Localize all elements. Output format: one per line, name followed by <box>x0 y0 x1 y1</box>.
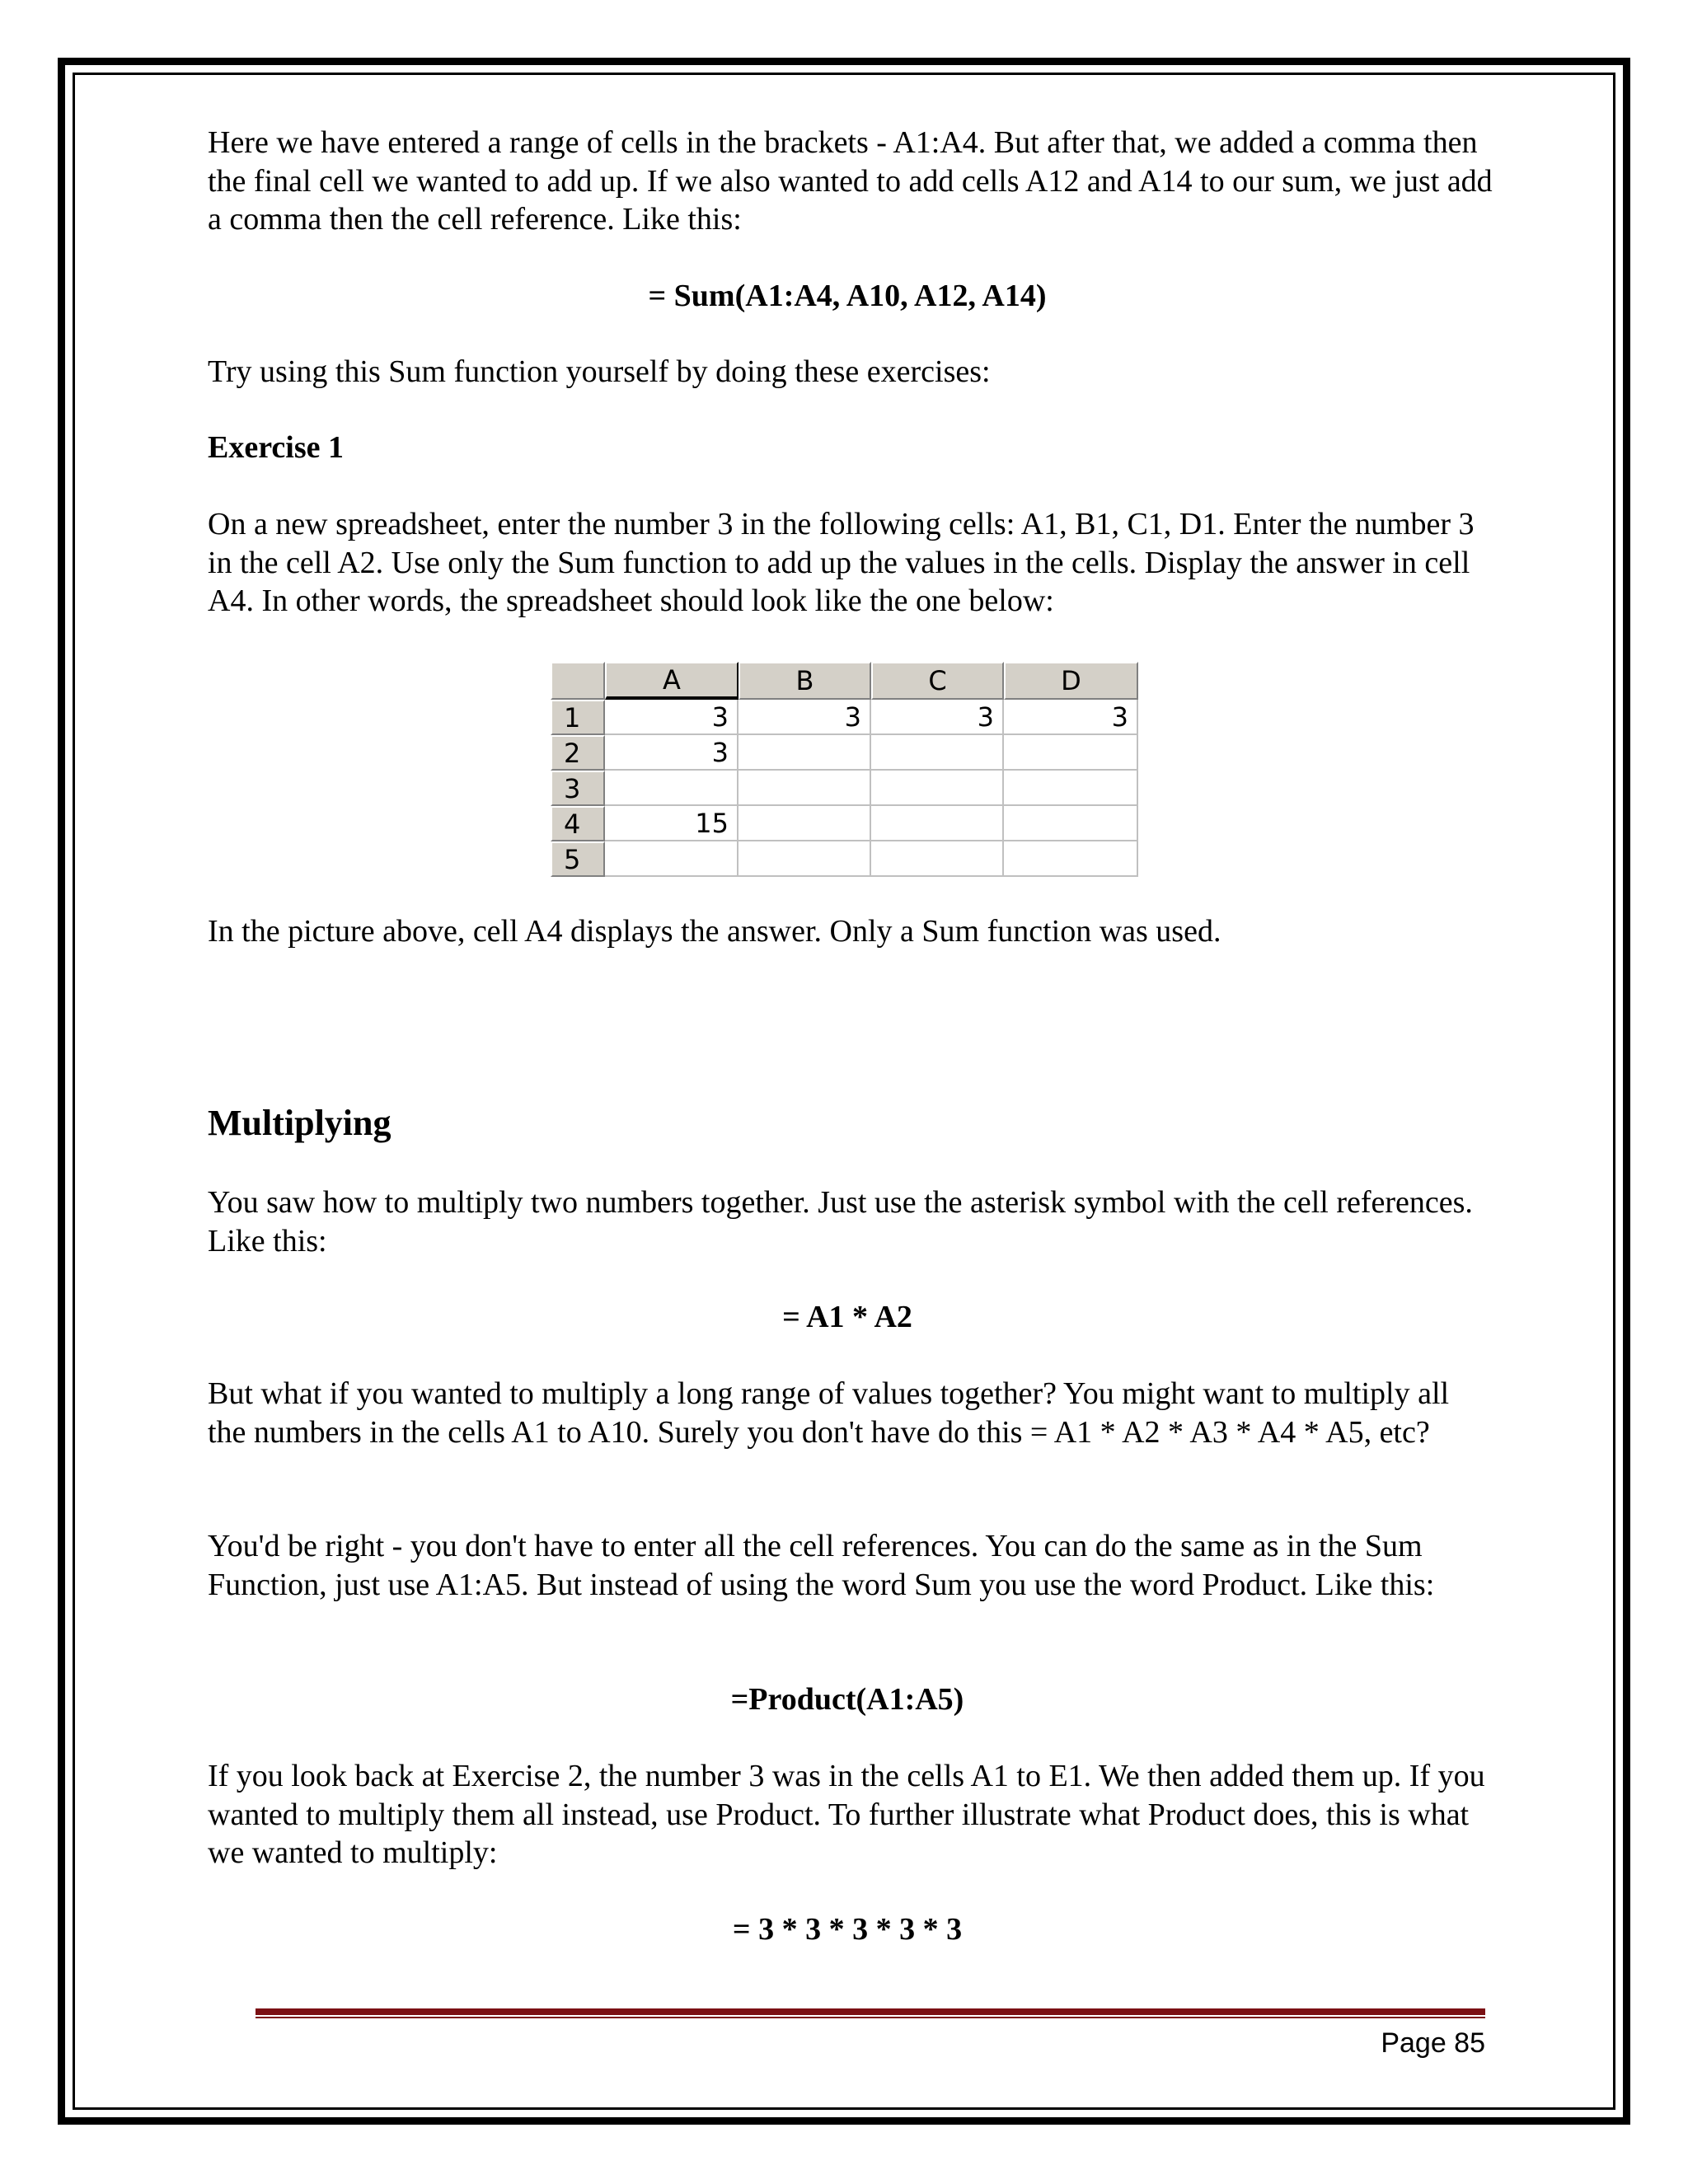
row-header-3: 3 <box>551 771 605 806</box>
formula-threes: = 3 * 3 * 3 * 3 * 3 <box>732 1912 963 1947</box>
page-number: Page 85 <box>1381 2027 1485 2059</box>
cell-a5 <box>605 841 738 877</box>
paragraph-exercise-instructions: On a new spreadsheet, enter the number 3 in the following cells: A1, B1, C1, D1. Enter the number 3 in the cell A2. Use only the Sum function to add up the values in the cells. Display the answer in cell A4. In other words, the spreadsheet should look like the one below: <box>208 507 1475 618</box>
paragraph-exercise-2: If you look back at Exercise 2, the number 3 was in the cells A1 to E1. We then added them up. If you wanted to multiply them all instead, use Product. To further illustrate what Product does, this is what we wanted to multiply: <box>208 1759 1485 1870</box>
paragraph-product-explain: You'd be right - you don't have to enter all the cell references. You can do the same as in the Sum Function, just use A1:A5. But instead of using the word Sum you use the word Product. Like this: <box>208 1529 1435 1602</box>
cell-c2 <box>871 735 1004 771</box>
column-header-b: B <box>738 662 871 700</box>
formula-sum: = Sum(A1:A4, A10, A12, A14) <box>648 279 1047 313</box>
column-header-c: C <box>871 662 1004 700</box>
paragraph-try-sum: Try using this Sum function yourself by doing these exercises: <box>208 354 991 389</box>
footer-rule <box>256 2008 1485 2015</box>
cell-b1: 3 <box>738 700 871 735</box>
cell-a2: 3 <box>605 735 738 771</box>
row-header-2: 2 <box>551 735 605 771</box>
cell-c1: 3 <box>871 700 1004 735</box>
paragraph-picture-note: In the picture above, cell A4 displays the answer. Only a Sum function was used. <box>208 914 1221 949</box>
cell-d3 <box>1004 771 1138 806</box>
cell-d1: 3 <box>1004 700 1138 735</box>
cell-d2 <box>1004 735 1138 771</box>
cell-b3 <box>738 771 871 806</box>
sheet-corner <box>551 662 605 700</box>
cell-c5 <box>871 841 1004 877</box>
exercise-heading: Exercise 1 <box>208 430 344 465</box>
cell-a4: 15 <box>605 806 738 841</box>
cell-d4 <box>1004 806 1138 841</box>
cell-b2 <box>738 735 871 771</box>
cell-c4 <box>871 806 1004 841</box>
paragraph-long-range: But what if you wanted to multiply a long range of values together? You might want to multiply all the numbers in the cells A1 to A10. Surely you don't have do this = A1 * A2 * A3 * A4 * A5, etc? <box>208 1376 1450 1450</box>
spreadsheet-figure <box>551 662 1138 877</box>
section-heading-multiplying: Multiplying <box>208 1103 392 1143</box>
paragraph-sum-range: Here we have entered a range of cells in the brackets - A1:A4. But after that, we added a comma then the final cell we wanted to add up. If we also wanted to add cells A12 and A14 to our sum, we just add a comma then the cell reference. Like this: <box>208 125 1493 237</box>
row-header-4: 4 <box>551 806 605 841</box>
row-header-5: 5 <box>551 841 605 877</box>
cell-a1: 3 <box>605 700 738 735</box>
cell-d5 <box>1004 841 1138 877</box>
column-header-a: A <box>605 662 738 700</box>
cell-b5 <box>738 841 871 877</box>
row-header-1: 1 <box>551 700 605 735</box>
formula-multiply: = A1 * A2 <box>782 1300 912 1334</box>
paragraph-multiply-intro: You saw how to multiply two numbers together. Just use the asterisk symbol with the cell references. Like this: <box>208 1185 1473 1258</box>
formula-product: =Product(A1:A5) <box>730 1682 964 1717</box>
cell-b4 <box>738 806 871 841</box>
footer-rule-thin <box>256 2017 1485 2018</box>
cell-c3 <box>871 771 1004 806</box>
column-header-d: D <box>1004 662 1138 700</box>
cell-a3 <box>605 771 738 806</box>
